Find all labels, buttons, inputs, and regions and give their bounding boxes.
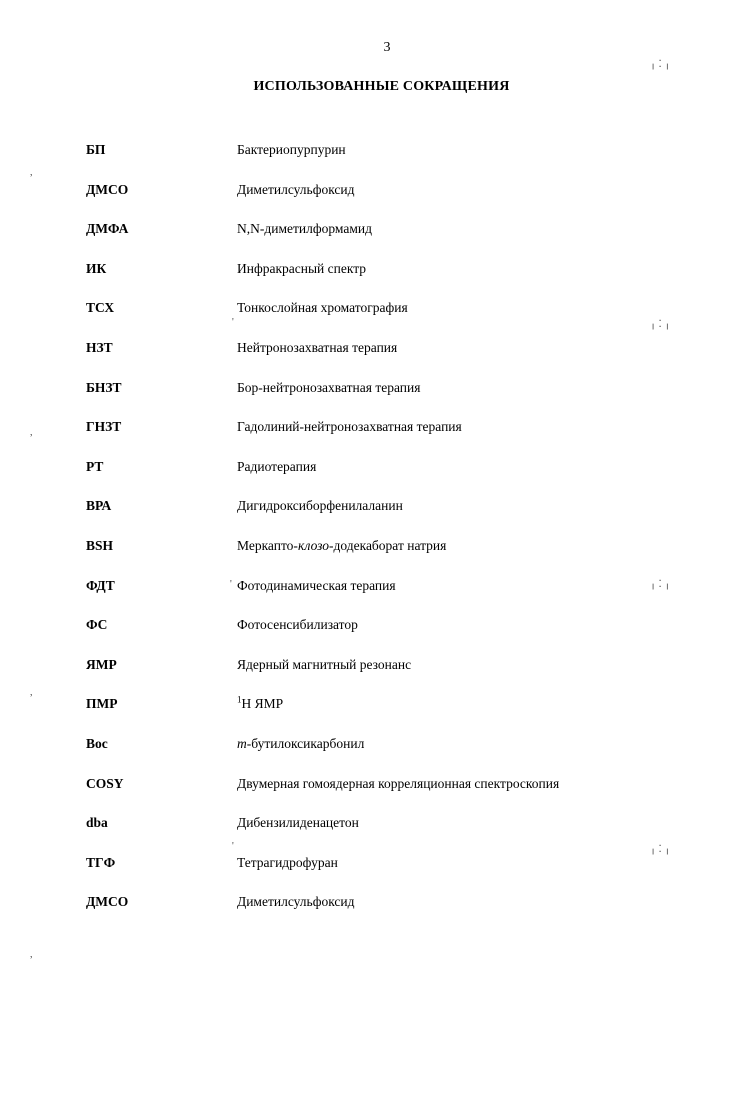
abbreviation-row	[86, 655, 646, 695]
abbreviation-row	[86, 259, 646, 299]
abbreviation-row	[86, 417, 646, 457]
abbreviation-term: БП	[86, 142, 106, 157]
abbreviation-term: РТ	[86, 458, 104, 474]
abbreviation-term: ДМФА	[86, 221, 129, 237]
abbreviation-list	[86, 140, 646, 932]
definition-superscript: 1	[237, 694, 242, 705]
abbreviation-row	[86, 298, 646, 338]
abbreviation-term: НЗТ	[86, 339, 113, 355]
abbreviation-row	[86, 219, 646, 259]
abbreviation-definition: Диметилсульфоксид	[237, 181, 355, 197]
scan-speck: '	[232, 841, 234, 852]
abbreviation-row	[86, 536, 646, 576]
definition-suffix: Н ЯМР	[241, 696, 284, 712]
abbreviation-definition: Фотодинамическая терапия	[237, 577, 396, 593]
abbreviation-definition	[237, 536, 446, 556]
abbreviation-definition	[237, 694, 283, 714]
abbreviation-definition: Инфракрасный спектр	[237, 260, 367, 276]
abbreviation-definition: Ядерный магнитный резонанс	[237, 656, 412, 672]
abbreviation-definition: Дигидроксиборфенилаланин	[237, 498, 403, 514]
abbreviation-definition: N,N-диметилформамид	[237, 221, 372, 237]
abbreviation-row	[86, 694, 646, 734]
abbreviation-row	[86, 734, 646, 774]
abbreviation-definition: Тетрагидрофуран	[237, 854, 338, 870]
abbreviation-term: ТСХ	[86, 300, 115, 316]
abbreviation-definition	[237, 734, 364, 754]
scan-speck: ╷ ⁚ ╷	[650, 844, 671, 855]
scan-speck: '	[230, 579, 232, 590]
abbreviation-row	[86, 496, 646, 536]
abbreviation-definition: Бор-нейтронозахватная терапия	[237, 379, 421, 395]
abbreviation-definition: Диметилсульфоксид	[237, 894, 355, 910]
abbreviation-term: ИК	[86, 260, 107, 276]
definition-italic: клозо	[297, 537, 329, 553]
abbreviation-term: ВРА	[86, 498, 112, 514]
abbreviation-row	[86, 338, 646, 378]
abbreviation-term: ФС	[86, 617, 108, 633]
abbreviation-definition: Фотосенсибилизатор	[237, 617, 358, 633]
scan-speck: ,	[30, 167, 33, 178]
abbreviation-row	[86, 180, 646, 220]
abbreviation-term: COSY	[86, 775, 124, 791]
abbreviation-term: ТГФ	[86, 854, 116, 870]
definition-italic: т	[237, 735, 247, 751]
scan-speck: ,	[30, 949, 33, 960]
abbreviation-definition: Радиотерапия	[237, 458, 317, 474]
abbreviation-definition: Бактериопурпурин	[237, 142, 346, 157]
abbreviation-term: ГНЗТ	[86, 419, 122, 435]
abbreviation-row	[86, 774, 646, 814]
abbreviation-row	[86, 892, 646, 932]
abbreviation-term: BSH	[86, 537, 114, 553]
abbreviation-row	[86, 378, 646, 418]
abbreviation-row	[86, 853, 646, 893]
page-number: 3	[383, 40, 391, 55]
abbreviation-definition: Тонкослойная хроматография	[237, 300, 408, 316]
definition-prefix: Меркапто-	[237, 537, 298, 553]
abbreviation-term: ДМСО	[86, 181, 129, 197]
abbreviation-definition: Нейтронозахватная терапия	[237, 339, 398, 355]
abbreviation-definition: Двумерная гомоядерная корреляционная спектроскопия	[237, 775, 560, 791]
scan-speck: ,	[30, 687, 33, 698]
definition-suffix: -бутилоксикарбонил	[246, 735, 365, 751]
abbreviation-term: БНЗТ	[86, 379, 122, 395]
scan-speck: ╷ ⁚ ╷	[650, 59, 671, 70]
abbreviation-term: ЯМР	[86, 656, 117, 672]
definition-suffix: -додекаборат натрия	[329, 537, 447, 553]
abbreviation-definition: Гадолиний-нейтронозахватная терапия	[237, 419, 462, 435]
abbreviation-term: ДМСО	[86, 894, 129, 910]
scan-speck: ,	[30, 427, 33, 438]
page-title: ИСПОЛЬЗОВАННЫЕ СОКРАЩЕНИЯ	[253, 79, 510, 94]
abbreviation-row	[86, 140, 646, 180]
abbreviation-definition: Дибензилиденацетон	[237, 815, 359, 831]
scan-speck: ╷ ⁚ ╷	[650, 319, 671, 330]
abbreviation-term: ФДТ	[86, 577, 115, 593]
scan-speck: ╷ ⁚ ╷	[650, 579, 671, 590]
abbreviation-term: Boc	[86, 735, 108, 751]
abbreviation-row	[86, 457, 646, 497]
abbreviation-row	[86, 576, 646, 616]
abbreviation-row	[86, 615, 646, 655]
scan-speck: '	[232, 317, 234, 328]
abbreviation-term: dba	[86, 815, 108, 831]
abbreviation-term: ПМР	[86, 696, 118, 712]
abbreviation-row	[86, 813, 646, 853]
